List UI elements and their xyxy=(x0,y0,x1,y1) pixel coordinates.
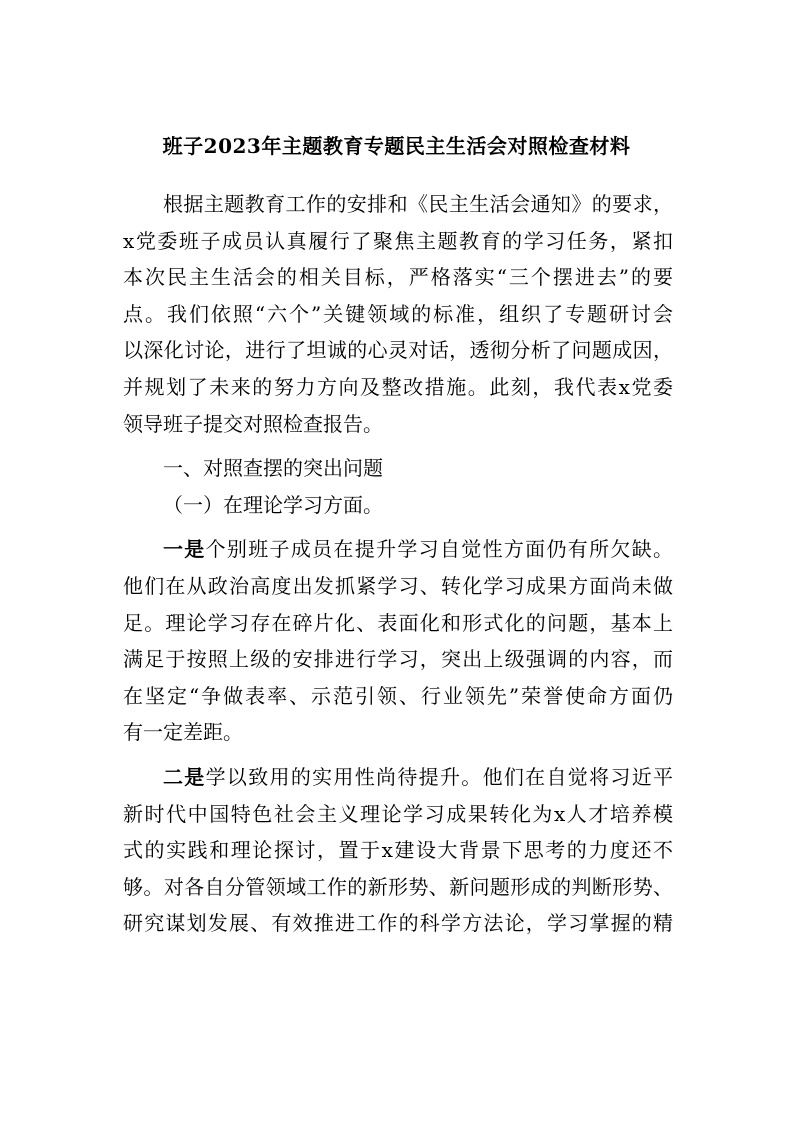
text-line: 有一定差距。 xyxy=(123,720,243,745)
text-line: 以深化讨论，进行了坦诚的心灵对话，透彻分析了问题成因， xyxy=(123,338,673,363)
point-one-lead: 一是 xyxy=(163,537,206,562)
point-one-first-line: 个别班子成员在提升学习自觉性方面仍有所欠缺。 xyxy=(205,537,673,562)
text-line xyxy=(123,531,673,568)
text-line: x党委班子成员认真履行了聚焦主题教育的学习任务，紧扣 xyxy=(123,228,673,253)
point-two-lead: 二是 xyxy=(163,764,206,789)
point-one-paragraph xyxy=(123,531,673,751)
paragraph-spacer xyxy=(123,523,673,531)
text-line: 满足于按照上级的安排进行学习，突出上级强调的内容，而 xyxy=(123,647,673,672)
point-two-paragraph xyxy=(123,759,673,942)
text-line: 够。对各自分管领域工作的新形势、新问题形成的判断形势、 xyxy=(123,874,673,899)
text-line: 根据主题教育工作的安排和《民主生活会通知》的要求， xyxy=(163,192,673,216)
text-line: 研究谋划发展、有效推进工作的科学方法论，学习掌握的精 xyxy=(123,911,673,936)
paragraph-spacer xyxy=(123,751,673,759)
document-title: 班子2023年主题教育专题民主生活会对照检查材料 xyxy=(162,134,631,158)
text-line: 式的实践和理论探讨，置于x建设大背景下思考的力度还不 xyxy=(123,838,673,863)
point-two-first-line: 学以致用的实用性尚待提升。他们在自觉将习近平 xyxy=(205,764,673,789)
document-body xyxy=(123,186,673,942)
intro-paragraph xyxy=(123,186,673,442)
text-line: 并规划了未来的努力方向及整改措施。此刻，我代表x党委 xyxy=(123,374,673,399)
text-line: 他们在从政治高度出发抓紧学习、转化学习成果方面尚未做 xyxy=(123,573,673,598)
text-line: 在坚定“争做表率、示范引领、行业领先”荣誉使命方面仍 xyxy=(123,683,673,708)
text-line: 新时代中国特色社会主义理论学习成果转化为x人才培养模 xyxy=(123,801,673,826)
paragraph-spacer xyxy=(123,442,673,450)
text-line: 点。我们依照“六个”关键领域的标准，组织了专题研讨会 xyxy=(123,301,673,326)
text-line: 领导班子提交对照检查报告。 xyxy=(123,411,383,436)
subsection-heading: （一）在理论学习方面。 xyxy=(163,492,383,517)
text-line xyxy=(123,759,673,796)
section-heading: 一、对照查摆的突出问题 xyxy=(163,456,383,481)
text-line: 足。理论学习存在碎片化、表面化和形式化的问题，基本上 xyxy=(123,610,673,635)
text-line: 本次民主生活会的相关目标，严格落实“三个摆进去”的要 xyxy=(123,265,673,290)
